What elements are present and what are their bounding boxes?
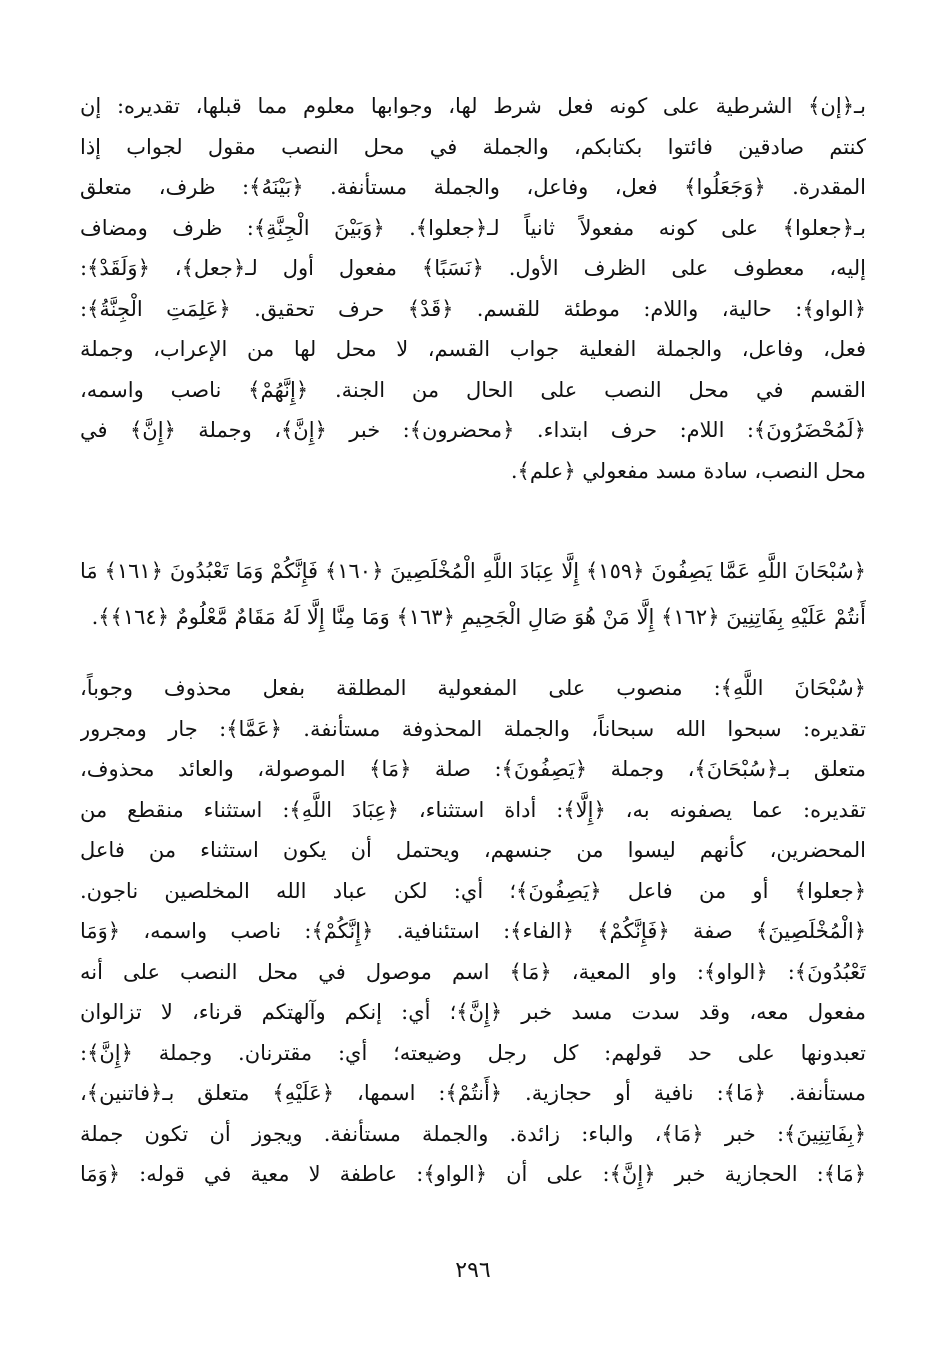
text-line: المحضرين، كأنهم ليسوا من جنسهم، ويحتمل أن يكون استثناء من فاعل — [80, 838, 866, 862]
text-line: إليه، معطوف على الظرف الأول. ﴿نَسَبًا﴾ مفعول أول لـ﴿جعل﴾، ﴿وَلَقَدْ﴾: — [80, 256, 866, 280]
commentary-paragraph-2 — [80, 668, 866, 1195]
quran-verses — [80, 548, 866, 640]
text-line: متعلق بـ﴿سُبْحَانَ﴾، وجملة ﴿يَصِفُونَ﴾: صلة ﴿مَا﴾ الموصولة، والعائد محذوف، — [80, 757, 866, 781]
text-line: ﴿سُبْحَانَ اللَّهِ﴾: منصوب على المفعولية المطلقة بفعل محذوف وجوباً، — [80, 676, 866, 700]
text-line: ﴿بِفَاتِنِينَ﴾: خبر ﴿مَا﴾، والباء: زائدة. والجملة مستأنفة. ويجوز أن تكون جملة — [80, 1121, 866, 1146]
verse-line: ﴿سُبْحَانَ اللَّهِ عَمَّا يَصِفُونَ ﴿١٥٩﴾ إِلَّا عِبَادَ اللَّهِ الْمُخْلَصِينَ ﴿١٦٠﴾ فَإِنَّكُمْ وَمَا تَعْبُدُونَ ﴿١٦١﴾ مَا — [80, 559, 866, 583]
text-line: ﴿الواو﴾: حالية، واللام: موطئة للقسم. ﴿قَدْ﴾ حرف تحقيق. ﴿عَلِمَتِ الْجِنَّةُ﴾: — [80, 296, 866, 321]
text-line: مستأنفة. ﴿مَا﴾: نافية أو حجازية. ﴿أَنتُمْ﴾: اسمها، ﴿عَلَيْهِ﴾ متعلق بـ﴿فاتنين﴾، — [80, 1081, 866, 1105]
commentary-paragraph-1 — [80, 86, 866, 491]
text-line: القسم في محل النصب على الحال من الجنة. ﴿إِنَّهُمْ﴾ ناصب واسمه، — [80, 377, 866, 402]
verse-line: أَنتُمْ عَلَيْهِ بِفَاتِنِينَ ﴿١٦٢﴾ إِلَّا مَنْ هُوَ صَالِ الْجَحِيمِ ﴿١٦٣﴾ وَمَا مِنَّا إِلَّا لَهُ مَقَامٌ مَّعْلُومٌ ﴿١٦٤﴾﴾. — [91, 605, 866, 629]
text-line: تقديره: عما يصفونه به، ﴿إِلَّا﴾: أداة استثناء، ﴿عِبَادَ اللَّهِ﴾: استثناء منقطع من — [80, 797, 866, 822]
text-line: مفعول معه، وقد سدت مسد خبر ﴿إِنَّ﴾؛ أي: إنكم وآلهتكم قرناء، لا تزالوان — [80, 1000, 866, 1024]
text-line: ﴿مَا﴾: الحجازية خبر ﴿إِنَّ﴾: على أن ﴿الواو﴾: عاطفة لا معية في قوله: ﴿وَمَا — [80, 1162, 866, 1186]
text-line: كنتم صادقين فائتوا بكتابكم، والجملة في محل النصب مقول لجواب إذا — [80, 134, 866, 159]
text-line: ﴿جعلوا﴾ أو من فاعل ﴿يَصِفُونَ﴾؛ أي: لكن عباد الله المخلصين ناجون. — [80, 878, 866, 903]
text-line: ﴿الْمُخْلَصِينَ﴾ صفة ﴿فَإِنَّكُمْ﴾ ﴿الفاء﴾: استئنافية. ﴿إِنَّكُمْ﴾: ناصب واسمه، ﴿وَمَا — [80, 919, 866, 943]
text-line: بـ﴿إن﴾ الشرطية على كونه فعل شرط لها، وجوابها معلوم مما قبلها، تقديره: إن — [80, 94, 866, 118]
text-line: تعبدونها على حد قولهم: كل رجل وضيعته؛ أي: مقترنان. وجملة ﴿إِنَّ﴾: — [80, 1040, 866, 1065]
text-line: محل النصب، سادة مسد مفعولي ﴿علم﴾. — [510, 458, 866, 483]
text-line: المقدرة. ﴿وَجَعَلُوا﴾ فعل، وفاعل، والجملة مستأنفة. ﴿بَيْنَهُ﴾: ظرف، متعلق — [80, 175, 866, 199]
text-line: تَعْبُدُونَ﴾: ﴿الواو﴾: واو المعية، ﴿مَا﴾ اسم موصول في محل النصب على أنه — [80, 959, 866, 984]
text-line: ﴿لَمُحْضَرُونَ﴾: اللام: حرف ابتداء. ﴿محضرون﴾: خبر ﴿إِنَّ﴾، وجملة ﴿إِنَّ﴾ في — [80, 418, 866, 442]
page-number: ٢٩٦ — [455, 1258, 491, 1283]
text-line: فعل، وفاعل، والجملة الفعلية جواب القسم، لا محل لها من الإعراب، وجملة — [80, 337, 866, 361]
text-line: بـ﴿جعلوا﴾ على كونه مفعولاً ثانياً لـ﴿جعلوا﴾. ﴿وَبَيْنَ الْجِنَّةِ﴾: ظرف ومضاف — [80, 215, 866, 240]
text-line: تقديره: سبحوا الله سبحاناً، والجملة المحذوفة مستأنفة. ﴿عَمَّا﴾: جار ومجرور — [80, 716, 866, 741]
